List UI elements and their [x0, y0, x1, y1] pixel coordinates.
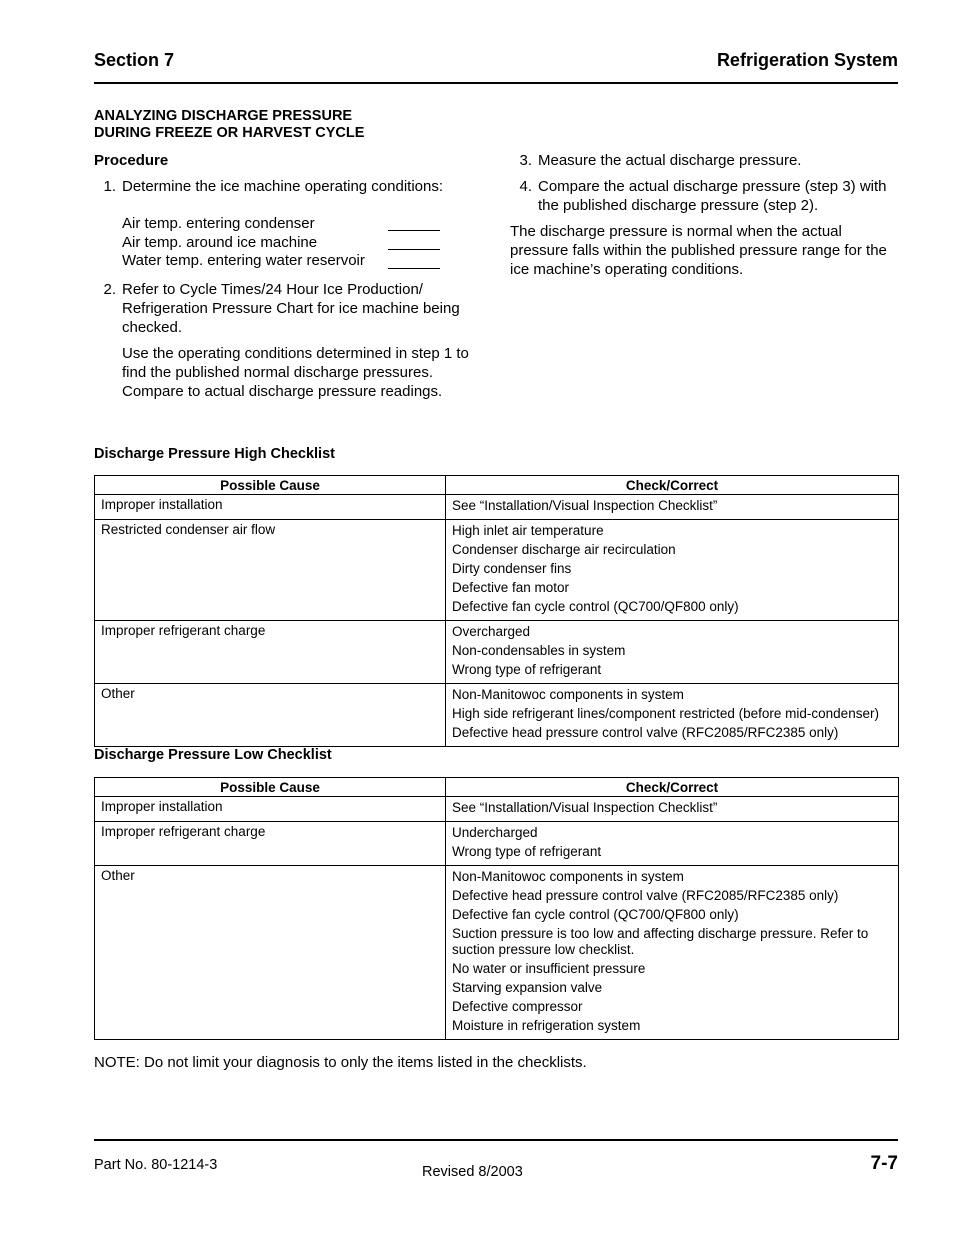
cause-cell: Improper refrigerant charge — [95, 621, 446, 684]
column-header: Check/Correct — [446, 778, 899, 797]
cause-cell: Improper refrigerant charge — [95, 822, 446, 866]
procedure-title: Procedure — [94, 152, 169, 169]
table-row — [95, 866, 899, 1040]
table-row — [95, 684, 899, 747]
blank-line — [388, 230, 440, 231]
revision-date: Revised 8/2003 — [422, 1164, 523, 1180]
low-checklist-table — [94, 777, 899, 1040]
high-checklist-title: Discharge Pressure High Checklist — [94, 446, 335, 462]
footer-rule — [94, 1139, 898, 1141]
section-heading: ANALYZING DISCHARGE PRESSURE DURING FREEZE OR HARVEST CYCLE — [94, 108, 365, 141]
check-cell: See “Installation/Visual Inspection Checklist” — [446, 797, 899, 822]
cause-cell: Improper installation — [95, 797, 446, 822]
conditions-list — [122, 215, 365, 271]
page-number: 7-7 — [870, 1153, 898, 1174]
check-cell: Undercharged Wrong type of refrigerant — [446, 822, 899, 866]
cause-cell: Other — [95, 866, 446, 1040]
check-cell: High inlet air temperature Condenser discharge air recirculation Dirty condenser fins Defective fan motor Defective fan cycle control (QC700/QF800 only) — [446, 520, 899, 621]
low-checklist-title: Discharge Pressure Low Checklist — [94, 747, 332, 763]
table-row — [95, 520, 899, 621]
table-header-row — [95, 476, 899, 495]
blank-line — [388, 249, 440, 250]
table-row — [95, 822, 899, 866]
condition-item: Air temp. around ice machine — [122, 233, 318, 251]
note: NOTE: Do not limit your diagnosis to only the items listed in the checklists. — [94, 1054, 587, 1071]
column-header: Check/Correct — [446, 476, 899, 495]
check-cell: Non-Manitowoc components in system High side refrigerant lines/component restricted (before mid-condenser) Defective head pressure control valve (RFC2085/RFC2385 only) — [446, 684, 899, 747]
blank-line — [388, 268, 440, 269]
cause-cell: Restricted condenser air flow — [95, 520, 446, 621]
high-checklist-table — [94, 475, 899, 747]
cause-cell: Other — [95, 684, 446, 747]
section-label: Section 7 — [94, 50, 175, 70]
table-row — [95, 621, 899, 684]
page-header-title: Refrigeration System — [716, 50, 898, 70]
part-number: Part No. 80-1214-3 — [94, 1157, 218, 1173]
table-row — [95, 495, 899, 520]
column-header: Possible Cause — [95, 476, 446, 495]
column-header: Possible Cause — [95, 778, 446, 797]
check-cell: Overcharged Non-condensables in system Wrong type of refrigerant — [446, 621, 899, 684]
table-row — [95, 797, 899, 822]
step-2-note: Use the operating conditions determined in step 1 to find the published normal discharge pressures. Compare to actual discharge pressure readings. — [122, 345, 469, 400]
condition-item: Air temp. entering condenser — [122, 215, 315, 232]
header-rule — [94, 82, 898, 84]
normal-pressure-paragraph: The discharge pressure is normal when the actual pressure falls within the published pressure range for the ice machine’s operating conditions. — [510, 223, 887, 278]
cause-cell: Improper installation — [95, 495, 446, 520]
check-cell: Non-Manitowoc components in system Defective head pressure control valve (RFC2085/RFC2385 only) Defective fan cycle control (QC700/QF800 only) Suction pressure is too low and affecting discharge pressure. Refer to suction pressure low checklist. No water or insufficient pressure Starving expansion valve Defective compressor Moisture in refrigeration system — [446, 866, 899, 1040]
table-header-row — [95, 778, 899, 797]
condition-item: Water temp. entering water reservoir — [122, 252, 365, 269]
check-cell: See “Installation/Visual Inspection Checklist” — [446, 495, 899, 520]
